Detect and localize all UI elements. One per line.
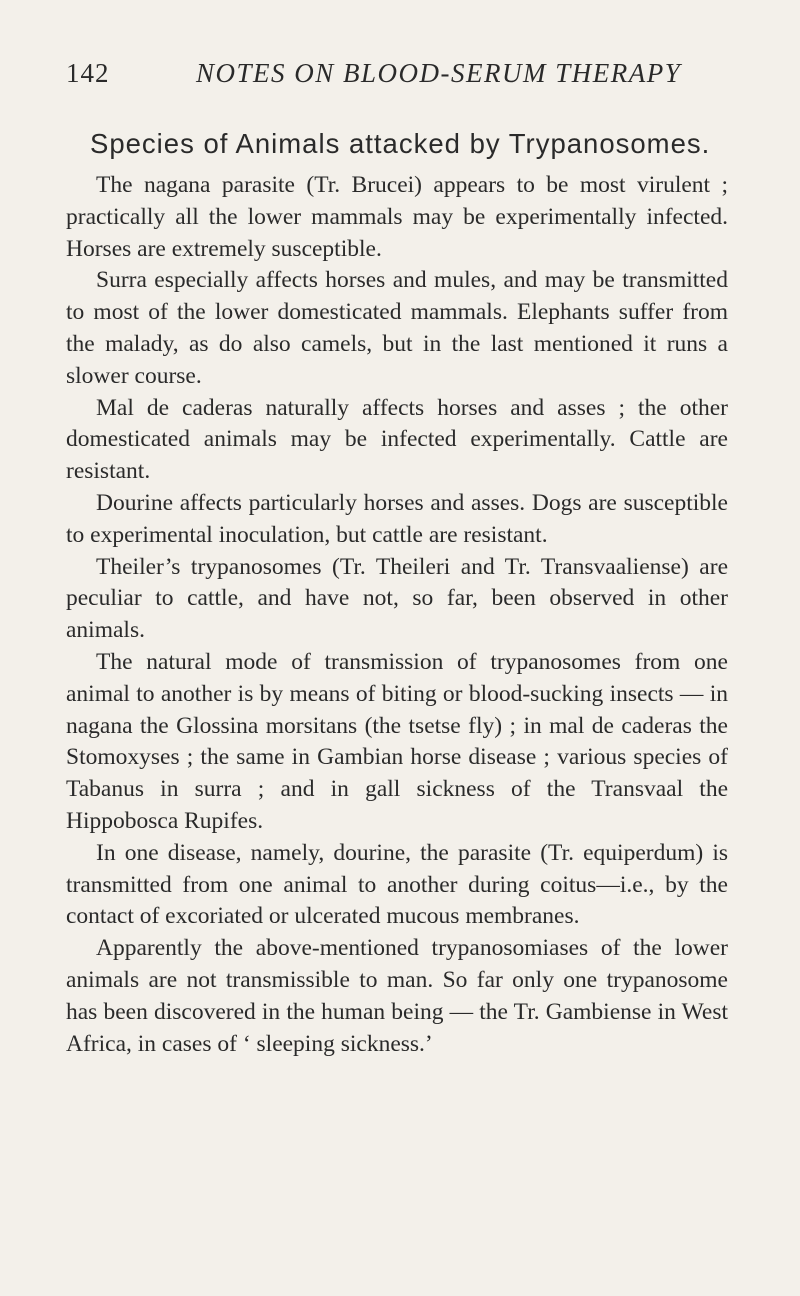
paragraph-mal-de-caderas: Mal de caderas naturally affects horses and asses ; the other domesticated animals may be infected experimentally. Cattle are resistant. xyxy=(66,394,728,485)
page-header xyxy=(66,58,728,98)
running-head: NOTES ON BLOOD-SERUM THERAPY xyxy=(196,58,682,88)
page-number: 142 xyxy=(66,58,110,88)
paragraph-dourine: Dourine affects particularly horses and asses. Dogs are susceptible to experimental inoculation, but cattle are resistant. xyxy=(66,489,728,548)
paragraph-human: Apparently the above-mentioned trypanosomiases of the lower animals are not transmissible to man. So far only one trypanosome has been discovered in the human being — the Tr. Gambiense in West Africa, in cases of ‘ sleeping sickness.’ xyxy=(66,935,728,1057)
paragraph-transmission: The natural mode of transmission of trypanosomes from one animal to another is by means of biting or blood-sucking insects — in nagana the Glossina morsitans (the tsetse fly) ; in mal de caderas the Stomoxyses ; the same in Gambian horse disease ; various species of Tabanus in surra ; and in gall sickness of the Transvaal the Hippobosca Rupifes. xyxy=(66,648,728,834)
paragraph-equiperdum: In one disease, namely, dourine, the parasite (Tr. equiperdum) is transmitted from one animal to another during coitus—i.e., by the contact of excoriated or ulcerated mucous membranes. xyxy=(66,839,728,930)
body-text xyxy=(66,170,728,1060)
paragraph-surra: Surra especially affects horses and mules, and may be transmitted to most of the lower domesticated mammals. Elephants suffer from the malady, as do also camels, but in the last mentioned it runs a slower course. xyxy=(66,267,728,389)
paragraph-nagana: The nagana parasite (Tr. Brucei) appears to be most virulent ; practically all the lower mammals may be experimentally infected. Horses are extremely susceptible. xyxy=(66,172,728,262)
paragraph-theiler: Theiler’s trypanosomes (Tr. Theileri and Tr. Transvaaliense) are peculiar to cattle, and have not, so far, been observed in other animals. xyxy=(66,553,728,644)
section-title: Species of Animals attacked by Trypanosomes. xyxy=(90,128,711,159)
